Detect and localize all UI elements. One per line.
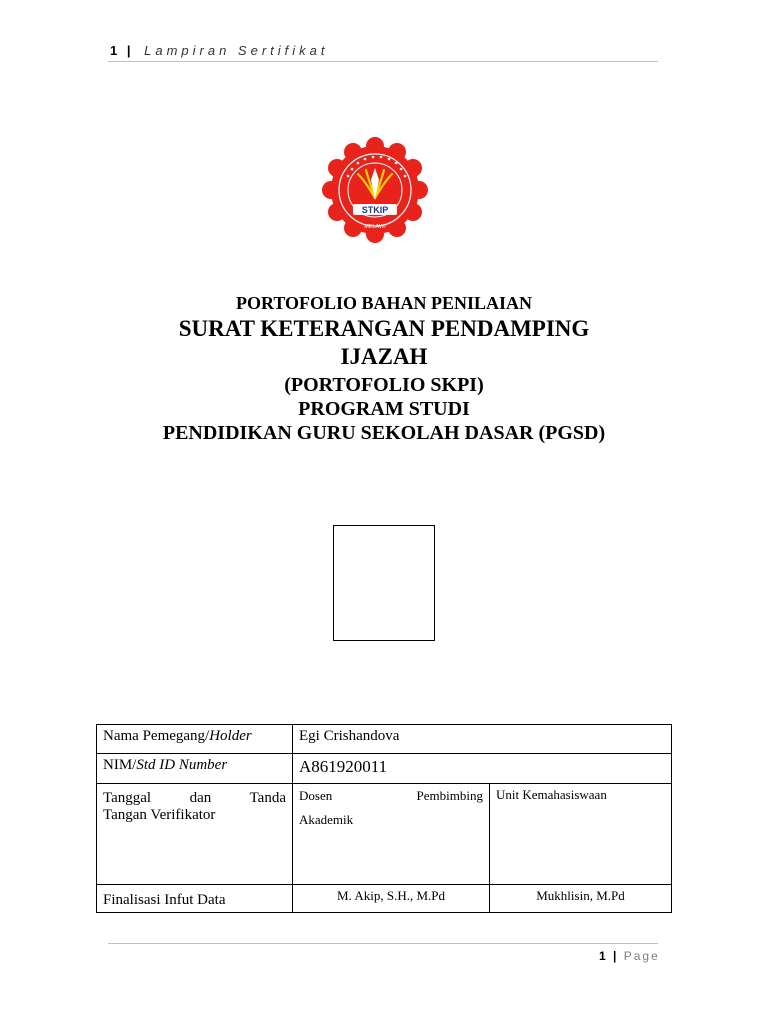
unit-label: Unit Kemahasiswaan — [490, 784, 672, 885]
title-line-6: PENDIDIKAN GURU SEKOLAH DASAR (PGSD) — [162, 422, 606, 444]
nim-value: A861920011 — [293, 754, 672, 784]
header-title: Lampiran Sertifikat — [144, 43, 329, 58]
verifier-label: Tanggal dan Tanda Tangan Verifikator — [97, 784, 293, 885]
unit-name: Mukhlisin, M.Pd — [490, 885, 672, 913]
title-line-4: (PORTOFOLIO SKPI) — [284, 374, 484, 396]
holder-info-table — [96, 724, 672, 913]
dosen-label: Dosen Pembimbing Akademik — [293, 784, 490, 885]
page-footer — [599, 949, 660, 963]
svg-text:STKIP: STKIP — [361, 205, 389, 215]
svg-text:MELAWI: MELAWI — [364, 224, 386, 230]
footer-divider — [108, 943, 658, 944]
footer-separator: | — [613, 949, 617, 963]
footer-page-label: Page — [623, 949, 660, 963]
title-line-5: PROGRAM STUDI — [298, 398, 470, 420]
stkip-logo-icon — [318, 136, 432, 244]
finalization-label: Finalisasi Infut Data — [97, 885, 293, 913]
holder-value: Egi Crishandova — [293, 725, 672, 754]
photo-placeholder — [333, 525, 435, 641]
title-line-2: SURAT KETERANGAN PENDAMPING — [178, 316, 590, 341]
page-header — [110, 43, 329, 58]
header-separator: | — [126, 43, 131, 58]
dosen-name: M. Akip, S.H., M.Pd — [293, 885, 490, 913]
header-page-number: 1 — [110, 43, 118, 58]
nim-label: NIM/Std ID Number — [97, 754, 293, 784]
holder-label: Nama Pemegang/Holder — [97, 725, 293, 754]
header-divider — [108, 61, 658, 62]
title-line-1: PORTOFOLIO BAHAN PENILAIAN — [235, 293, 533, 313]
footer-page-number: 1 — [599, 949, 606, 963]
title-line-3: IJAZAH — [340, 344, 428, 369]
document-title — [100, 292, 668, 446]
